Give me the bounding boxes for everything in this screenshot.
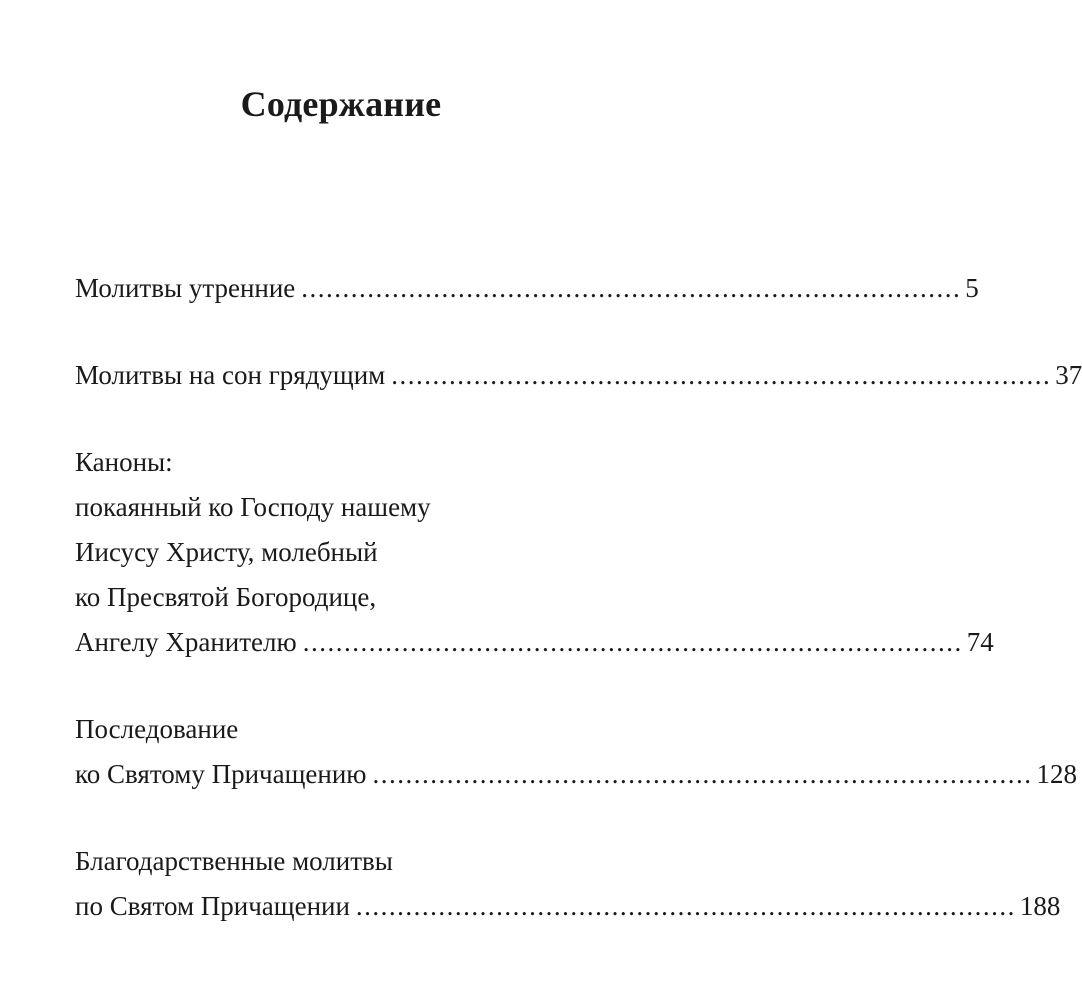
toc-entry-evening-prayers[interactable]: [75, 353, 1082, 398]
toc-entry-title: Ангелу Хранителю: [75, 627, 297, 657]
toc-entry-line: [75, 884, 1061, 929]
toc-page-number: 5: [965, 273, 979, 303]
toc-entry-heading: Благодарственные молитвы: [75, 846, 393, 876]
toc-page-number: 188: [1019, 891, 1061, 921]
toc-entry-line: [75, 353, 1082, 398]
toc-entry-line: [75, 620, 994, 665]
dot-leader: ................................................................................: [301, 273, 962, 303]
toc-entry-title: Молитвы утренние: [75, 273, 296, 303]
toc-entry-title: по Святом Причащении: [75, 891, 350, 921]
toc-entry-morning-prayers[interactable]: [75, 266, 979, 311]
table-of-contents: [75, 266, 1082, 929]
toc-entry-line: [75, 266, 979, 311]
toc-entry-text-line: Иисусу Христу, молебный: [75, 537, 378, 567]
toc-page-number: 128: [1036, 759, 1077, 789]
toc-entry-line: [75, 752, 1077, 797]
toc-entry-text-line: покаянный ко Господу нашему: [75, 492, 431, 522]
dot-leader: ................................................................................: [391, 360, 1052, 390]
toc-entry-heading: Последование: [75, 714, 239, 744]
dot-leader: ................................................................................: [372, 759, 1033, 789]
toc-entry-heading: Каноны:: [75, 447, 173, 477]
dot-leader: ................................................................................: [302, 627, 963, 657]
toc-entry-communion-rule[interactable]: [75, 707, 1077, 797]
toc-entry-thanksgiving-prayers[interactable]: [75, 839, 1061, 929]
toc-entry-canons[interactable]: [75, 440, 994, 665]
toc-entry-text-line: ко Пресвятой Богородице,: [75, 582, 377, 612]
toc-entry-title: Молитвы на сон грядущим: [75, 360, 386, 390]
dot-leader: ................................................................................: [355, 891, 1016, 921]
toc-page-number: 37: [1055, 360, 1082, 390]
toc-page-number: 74: [966, 627, 994, 657]
toc-entry-title: ко Святому Причащению: [75, 759, 367, 789]
page-title: Содержание: [240, 84, 442, 124]
